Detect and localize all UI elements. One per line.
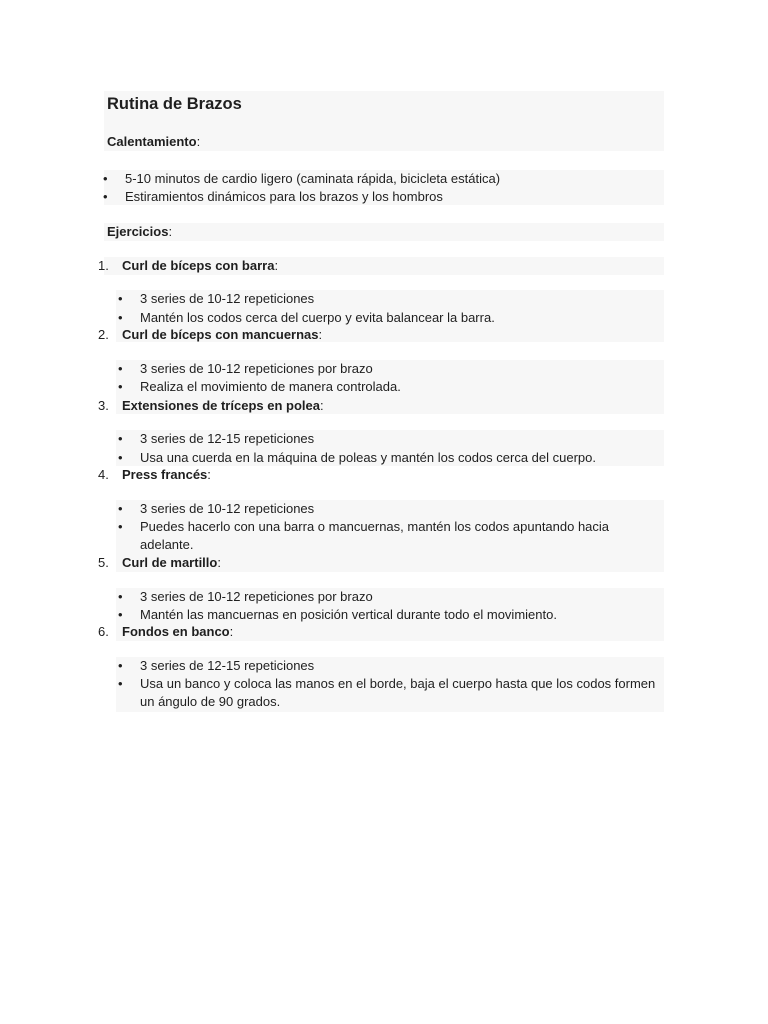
exercise-colon: : <box>274 258 279 273</box>
warmup-item-2: Estiramientos dinámicos para los brazos y los hombros <box>125 189 443 204</box>
exercise-detail: 3 series de 10-12 repeticiones por brazo <box>140 589 373 604</box>
bullet-glyph: • <box>118 291 123 306</box>
exercise-name: Press francés <box>122 467 208 482</box>
exercise-number: 4. <box>98 467 109 482</box>
exercise-detail: Realiza el movimiento de manera controlada. <box>140 379 401 394</box>
exercise-detail: Usa un banco y coloca las manos en el borde, baja el cuerpo hasta que los codos formen <box>140 676 656 691</box>
exercise-detail: Usa una cuerda en la máquina de poleas y mantén los codos cerca del cuerpo. <box>140 450 597 465</box>
bullet-glyph: • <box>118 519 123 534</box>
exercise-colon: : <box>217 555 221 570</box>
exercise-name: Curl de bíceps con barra <box>122 258 275 273</box>
exercise-colon: : <box>207 467 211 482</box>
bullet-glyph: • <box>103 171 108 186</box>
exercise-detail: Mantén las mancuernas en posición vertical durante todo el movimiento. <box>140 607 557 622</box>
bullet-glyph: • <box>118 658 123 673</box>
exercises-heading-colon: : <box>168 224 173 239</box>
exercise-title <box>122 257 278 275</box>
bullet-glyph: • <box>118 450 123 465</box>
exercise-colon: : <box>229 624 234 639</box>
exercises-heading: Ejercicios <box>107 224 169 239</box>
exercise-detail: 3 series de 10-12 repeticiones <box>140 291 315 306</box>
exercise-name: Curl de martillo <box>122 555 218 570</box>
exercise-detail: Mantén los codos cerca del cuerpo y evita balancear la barra. <box>140 310 495 325</box>
exercise-name: Fondos en banco <box>122 624 230 639</box>
bullet-glyph: • <box>118 361 123 376</box>
exercise-title <box>122 623 233 641</box>
warmup-heading-colon: : <box>196 134 201 149</box>
bullet-glyph: • <box>118 501 123 516</box>
bullet-glyph: • <box>118 431 123 446</box>
exercise-name: Extensiones de tríceps en polea <box>122 398 320 413</box>
exercise-colon: : <box>319 398 324 413</box>
exercise-title <box>122 554 221 572</box>
bullet-glyph: • <box>103 189 108 204</box>
exercise-colon: : <box>318 327 323 342</box>
exercises-heading-bg <box>104 223 664 241</box>
exercise-title <box>122 397 324 415</box>
exercise-detail-continued: un ángulo de 90 grados. <box>140 694 281 709</box>
exercise-number: 1. <box>98 258 109 273</box>
exercise-title <box>122 466 211 484</box>
page-title: Rutina de Brazos <box>107 95 242 113</box>
warmup-item-1: 5-10 minutos de cardio ligero (caminata rápida, bicicleta estática) <box>125 171 501 186</box>
exercises-heading-line <box>107 223 172 241</box>
bullet-glyph: • <box>118 379 123 394</box>
bullet-glyph: • <box>118 607 123 622</box>
bullet-glyph: • <box>118 676 123 691</box>
exercise-detail: 3 series de 10-12 repeticiones <box>140 501 315 516</box>
exercise-detail: 3 series de 12-15 repeticiones <box>140 431 315 446</box>
exercise-number: 2. <box>98 327 109 342</box>
exercise-name: Curl de bíceps con mancuernas <box>122 327 319 342</box>
exercise-detail-continued: adelante. <box>140 537 194 552</box>
bullet-glyph: • <box>118 310 123 325</box>
bullet-glyph: • <box>118 589 123 604</box>
exercise-number: 6. <box>98 624 109 639</box>
warmup-heading-line <box>107 133 200 151</box>
warmup-heading: Calentamiento <box>107 134 197 149</box>
exercise-number: 5. <box>98 555 109 570</box>
exercise-detail: Puedes hacerlo con una barra o mancuernas, mantén los codos apuntando hacia <box>140 519 610 534</box>
exercise-detail: 3 series de 10-12 repeticiones por brazo <box>140 361 373 376</box>
exercise-title <box>122 326 322 344</box>
exercise-detail: 3 series de 12-15 repeticiones <box>140 658 315 673</box>
exercise-number: 3. <box>98 398 109 413</box>
